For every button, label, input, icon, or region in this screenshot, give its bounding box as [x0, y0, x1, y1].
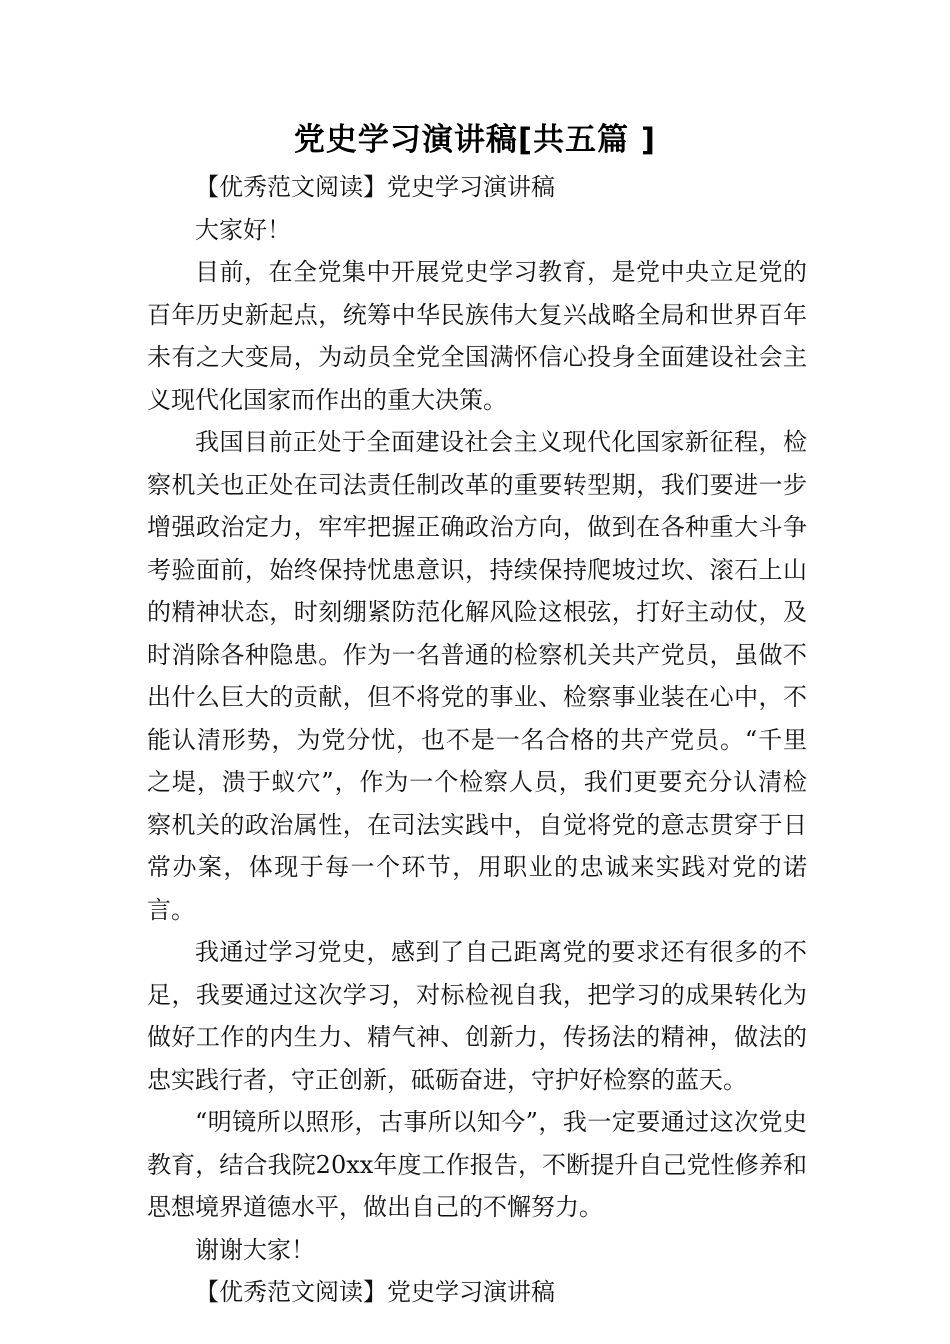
paragraph-body: “明镜所以照形，古事所以知今”，我一定要通过这次党史教育，结合我院20xx年度工作报告，不断提升自己党性修养和思想境界道德水平，做出自己的不懈努力。 [147, 1108, 807, 1221]
document-title: 党史学习演讲稿[共五篇 ] [293, 122, 657, 158]
paragraph-next-heading: 【优秀范文阅读】党史学习演讲稿 [195, 1278, 555, 1306]
paragraph-greeting: 大家好！ [195, 215, 291, 244]
paragraph-intro-heading: 【优秀范文阅读】党史学习演讲稿 [195, 173, 555, 201]
paragraph-body: 我国目前正处于全面建设社会主义现代化国家新征程，检察机关也正处在司法责任制改革的重要转型期，我们要进一步增强政治定力，牢牢把握正确政治方向，做到在各种重大斗争考验面前，始终保持忧患意识，持续保持爬坡过坎、滚石上山的精神状态，时刻绷紧防范化解风险这根弦，打好主动仗，及时消除各种隐患。作为一名普通的检察机关共产党员，虽做不出什么巨大的贡献，但不将党的事业、检察事业装在心中，不能认清形势，为党分忧，也不是一名合格的共产党员。“千里之堤，溃于蚁穴”，作为一个检察人员，我们更要充分认清检察机关的政治属性，在司法实践中，自觉将党的意志贯穿于日常办案，体现于每一个环节，用职业的忠诚来实践对党的诺言。 [147, 428, 807, 924]
paragraph-body: 我通过学习党史，感到了自己距离党的要求还有很多的不足，我要通过这次学习，对标检视自我，把学习的成果转化为做好工作的内生力、精气神、创新力，传扬法的精神，做法的忠实践行者，守正创新，砥砺奋进，守护好检察的蓝天。 [147, 938, 807, 1094]
paragraph-closing: 谢谢大家！ [195, 1235, 315, 1264]
document-body [147, 166, 807, 1314]
paragraph-body: 目前，在全党集中开展党史学习教育，是党中央立足党的百年历史新起点，统筹中华民族伟大复兴战略全局和世界百年未有之大变局，为动员全党全国满怀信心投身全面建设社会主义现代化国家而作出的重大决策。 [147, 258, 807, 414]
